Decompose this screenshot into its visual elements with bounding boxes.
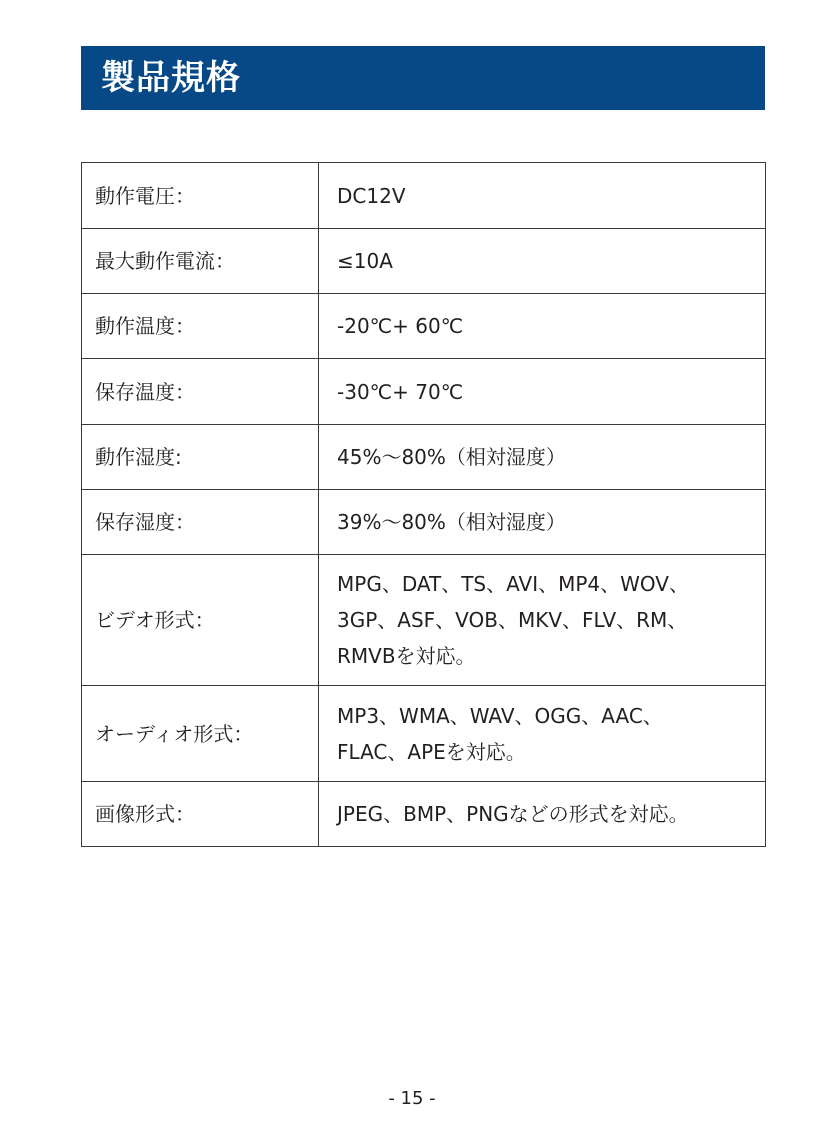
spec-value [319,294,766,359]
spec-value-line: MPG、DAT、TS、AVI、MP4、WOV、 [337,572,689,596]
spec-label: 動作温度： [82,294,319,359]
spec-value-line: MP3、WMA、WAV、OGG、AAC、 [337,703,663,728]
section-header [81,46,765,110]
spec-label: 動作湿度: [82,425,319,490]
spec-value [319,686,766,782]
spec-label: 最大動作電流： [82,229,319,294]
table-row [82,294,766,359]
spec-value-line: FLAC、APEを対応。 [337,739,526,764]
table-row [82,163,766,229]
spec-value-line: 45%〜80%（相対湿度） [337,445,566,469]
spec-label: ビデオ形式： [82,555,319,686]
spec-value-line: RMVBを対応。 [337,644,476,668]
spec-value [319,490,766,555]
spec-label: 保存温度： [82,359,319,425]
table-row [82,359,766,425]
spec-value-line: 3GP、ASF、VOB、MKV、FLV、RM、 [337,608,688,632]
spec-value-line: -30℃+ 70℃ [337,379,464,404]
spec-value-line: ≤10A [337,249,393,273]
spec-value [319,163,766,229]
spec-value-line: -20℃+ 60℃ [337,314,464,338]
table-row [82,555,766,686]
spec-value-line: 39%〜80%（相対湿度） [337,510,566,534]
spec-label: 保存湿度： [82,490,319,555]
spec-value [319,229,766,294]
table-row [82,229,766,294]
spec-label: 動作電圧： [82,163,319,229]
table-row [82,490,766,555]
table-row [82,686,766,782]
spec-value [319,359,766,425]
spec-value-line: DC12V [337,183,406,208]
table-row [82,782,766,847]
spec-value [319,555,766,686]
spec-value [319,425,766,490]
spec-value [319,782,766,847]
page-title: 製品規格 [101,58,241,98]
page-number: - 15 - [388,1088,436,1109]
spec-value-line: JPEG、BMP、PNGなどの形式を対応。 [337,802,689,826]
spec-label: 画像形式： [82,782,319,847]
spec-label: オーディオ形式： [82,686,319,782]
table-row [82,425,766,490]
spec-table [81,162,766,847]
